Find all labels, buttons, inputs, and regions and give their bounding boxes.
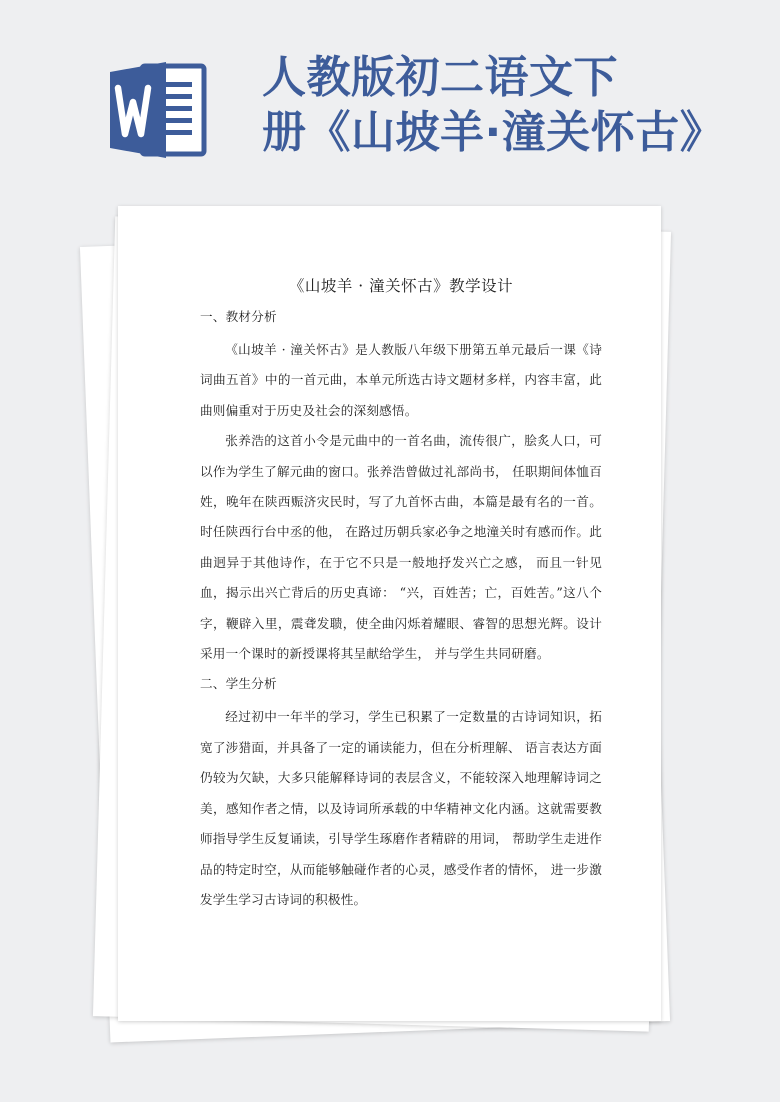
section-heading: 二、学生分析 (200, 676, 277, 692)
page-title-line1: 人教版初二语文下 (262, 52, 618, 103)
document-title: 《山坡羊 · 潼关怀古》教学设计 (288, 277, 514, 295)
paragraph: 张养浩的这首小令是元曲中的一首名曲，流传很广，脍炙人口，可以作为学生了解元曲的窗口。张养浩曾做过礼部尚书， 任职期间体恤百姓，晚年在陕西赈济灾民时，写了九首怀古曲，本篇是最有名的一首。 时任陕西行台中丞的他， 在路过历朝兵家必争之地潼关时有感而作。此曲迥异于其他诗作，在于它不只是一般地抒发兴亡之感， 而且一针见血，揭示出兴亡背后的历史真谛： “兴，百姓苦；亡，百姓苦。”这八个字，鞭辟入里，震聋发聩，使全曲闪烁着耀眼、睿智的思想光辉。设计采用一个课时的新授课将其呈献给学生， 并与学生共同研磨。 (200, 433, 602, 662)
section-heading: 一、教材分析 (200, 309, 277, 324)
paragraph: 《山坡羊 · 潼关怀古》是人教版八年级下册第五单元最后一课《诗词曲五首》中的一首元曲，本单元所选古诗文题材多样，内容丰富，此曲则偏重对于历史及社会的深刻感悟。 (200, 342, 602, 418)
header (0, 0, 780, 200)
page-title-line2: 册《山坡羊·潼关怀古》 (262, 107, 725, 158)
word-document-icon (106, 58, 210, 162)
paragraph: 经过初中一年半的学习，学生已积累了一定数量的古诗词知识，拓宽了涉猎面，并具备了一定的诵读能力，但在分析理解、 语言表达方面仍较为欠缺，大多只能解释诗词的表层含义，不能较深入地理解诗词之美，感知作者之情，以及诗词所承载的中华精神文化内涵。这就需要教师指导学生反复诵读，引导学生琢磨作者精辟的用词， 帮助学生走进作品的特定时空，从而能够触碰作者的心灵，感受作者的情怀， 进一步激发学生学习古诗词的积极性。 (200, 709, 602, 907)
page-title (262, 50, 772, 160)
document-body (200, 270, 602, 915)
